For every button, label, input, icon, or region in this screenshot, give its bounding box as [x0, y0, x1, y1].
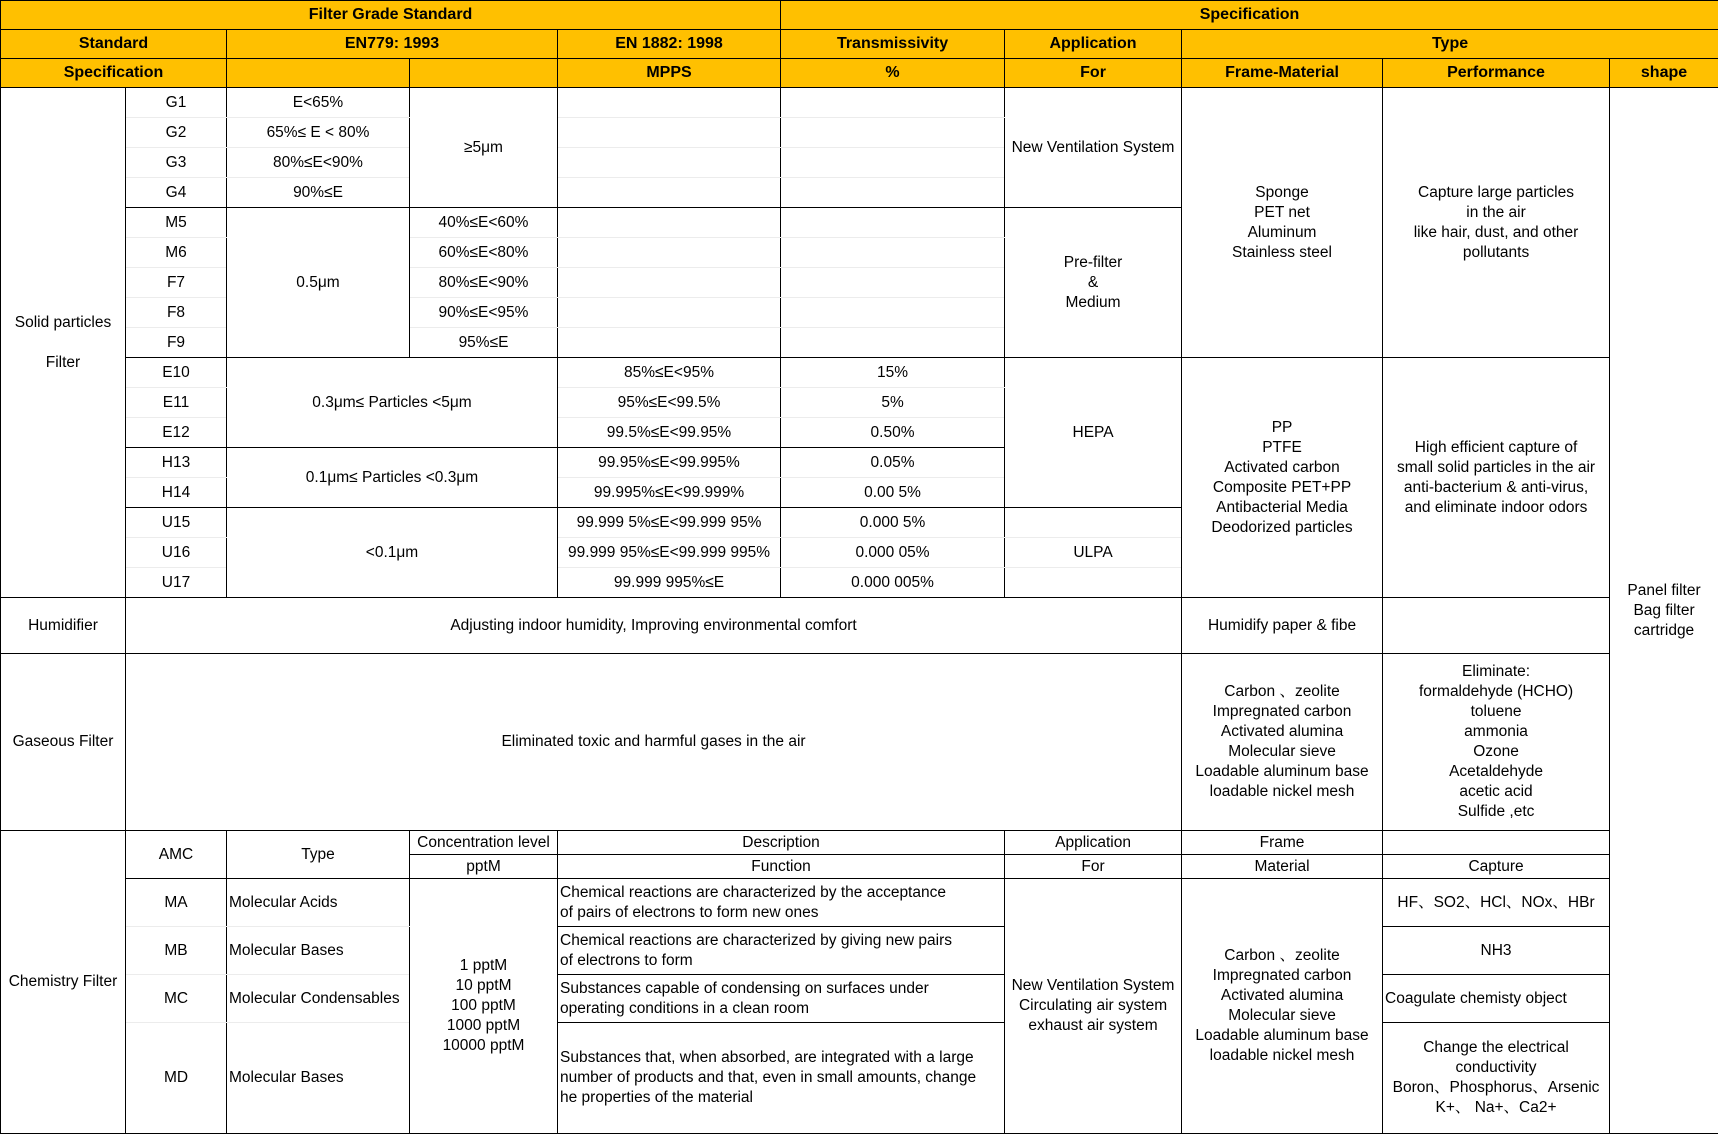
mpps-empty [558, 118, 781, 148]
transmissivity-empty [781, 238, 1005, 268]
header-specification-sub: Specification [1, 59, 227, 88]
chemistry-header-row-1 [1, 831, 1718, 855]
chemistry-material-value: Carbon 、zeolite Impregnated carbon Activated alumina Molecular sieve Loadable aluminum base loadable nickel mesh [1182, 879, 1383, 1134]
amc-code: MA [126, 879, 227, 927]
humidifier-performance-empty [1383, 598, 1610, 654]
application-ulpa: ULPA [1005, 538, 1182, 568]
efficiency-value: 95%≤E [410, 328, 558, 358]
amc-function: Chemical reactions are characterized by giving new pairs of electrons to form [558, 927, 1005, 975]
amc-type: Molecular Bases [227, 1023, 410, 1134]
amc-capture: HF、SO2、HCl、NOx、HBr [1383, 879, 1610, 927]
efficiency-value: 60%≤E<80% [410, 238, 558, 268]
header-blank-2 [410, 59, 558, 88]
shape-value: Panel filter Bag filter cartridge [1610, 88, 1718, 1134]
mpps-empty [558, 328, 781, 358]
header-filter-grade-standard: Filter Grade Standard [1, 1, 781, 30]
particle-size: 0.3μm≤ Particles <5μm [227, 358, 558, 448]
grade-code: E10 [126, 358, 227, 388]
chemistry-row [1, 879, 1718, 927]
header-for: For [1005, 59, 1182, 88]
efficiency-value: 80%≤E<90% [410, 268, 558, 298]
transmissivity-value: 15% [781, 358, 1005, 388]
efficiency-value: 65%≤ E < 80% [227, 118, 410, 148]
transmissivity-value: 0.000 05% [781, 538, 1005, 568]
mpps-value: 99.999 5%≤E<99.999 95% [558, 508, 781, 538]
mpps-value: 99.999 995%≤E [558, 568, 781, 598]
amc-function: Chemical reactions are characterized by the acceptance of pairs of electrons to form new ones [558, 879, 1005, 927]
transmissivity-value: 0.000 5% [781, 508, 1005, 538]
application-new-ventilation: New Ventilation System [1005, 88, 1182, 208]
gaseous-frame: Carbon 、zeolite Impregnated carbon Activated alumina Molecular sieve Loadable aluminum base loadable nickel mesh [1182, 654, 1383, 831]
grade-row [1, 88, 1718, 118]
transmissivity-empty [781, 178, 1005, 208]
particle-size: ≥5μm [410, 88, 558, 208]
grade-code: G1 [126, 88, 227, 118]
frame-material-hepa: PP PTFE Activated carbon Composite PET+PP Antibacterial Media Deodorized particles [1182, 358, 1383, 598]
header-en779: EN779: 1993 [227, 30, 558, 59]
grade-code: U16 [126, 538, 227, 568]
transmissivity-value: 5% [781, 388, 1005, 418]
amc-capture: NH3 [1383, 927, 1610, 975]
amc-type: Molecular Bases [227, 927, 410, 975]
grade-code: F7 [126, 268, 227, 298]
grade-code: G2 [126, 118, 227, 148]
transmissivity-value: 0.000 005% [781, 568, 1005, 598]
transmissivity-empty [781, 88, 1005, 118]
chemistry-material: Material [1182, 855, 1383, 879]
amc-code: MB [126, 927, 227, 975]
chemistry-application: Application [1005, 831, 1182, 855]
grade-code: M5 [126, 208, 227, 238]
amc-capture: Coagulate chemisty object [1383, 975, 1610, 1023]
chemistry-row [1, 975, 1718, 1023]
header-standard: Standard [1, 30, 227, 59]
efficiency-value: E<65% [227, 88, 410, 118]
chemistry-capture: Capture [1383, 855, 1610, 879]
transmissivity-empty [781, 268, 1005, 298]
amc-code: MD [126, 1023, 227, 1134]
header-type: Type [1182, 30, 1718, 59]
grade-code: E11 [126, 388, 227, 418]
mpps-value: 85%≤E<95% [558, 358, 781, 388]
grade-code: F8 [126, 298, 227, 328]
grade-code: G4 [126, 178, 227, 208]
chemistry-row [1, 927, 1718, 975]
chemistry-for: For [1005, 855, 1182, 879]
amc-type: Molecular Acids [227, 879, 410, 927]
frame-material-coarse: Sponge PET net Aluminum Stainless steel [1182, 88, 1383, 358]
performance-hepa: High efficient capture of small solid particles in the air anti-bacterium & anti-virus, and eliminate indoor odors [1383, 358, 1610, 598]
gaseous-category: Gaseous Filter [1, 654, 126, 831]
header-application: Application [1005, 30, 1182, 59]
header-performance: Performance [1383, 59, 1610, 88]
mpps-empty [558, 268, 781, 298]
gaseous-description: Eliminated toxic and harmful gases in the air [126, 654, 1182, 831]
humidifier-frame: Humidify paper & fibe [1182, 598, 1383, 654]
mpps-empty [558, 298, 781, 328]
grade-code: F9 [126, 328, 227, 358]
mpps-value: 99.5%≤E<99.95% [558, 418, 781, 448]
grade-code: H13 [126, 448, 227, 478]
header-row-3 [1, 59, 1718, 88]
grade-code: H14 [126, 478, 227, 508]
transmissivity-empty [781, 148, 1005, 178]
humidifier-category: Humidifier [1, 598, 126, 654]
chemistry-frame: Frame [1182, 831, 1383, 855]
chemistry-pptm: pptM [410, 855, 558, 879]
particle-size: 0.5μm [227, 208, 410, 358]
concentration-levels: 1 pptM 10 pptM 100 pptM 1000 pptM 10000 pptM [410, 879, 558, 1134]
mpps-empty [558, 238, 781, 268]
efficiency-value: 40%≤E<60% [410, 208, 558, 238]
efficiency-value: 90%≤E [227, 178, 410, 208]
amc-function: Substances that, when absorbed, are integrated with a large number of products and that, even in small amounts, change he properties of the material [558, 1023, 1005, 1134]
header-frame-material: Frame-Material [1182, 59, 1383, 88]
grade-code: E12 [126, 418, 227, 448]
amc-function: Substances capable of condensing on surfaces under operating conditions in a clean room [558, 975, 1005, 1023]
grade-code: U15 [126, 508, 227, 538]
grade-code: G3 [126, 148, 227, 178]
header-specification: Specification [781, 1, 1718, 30]
efficiency-value: 80%≤E<90% [227, 148, 410, 178]
grade-row [1, 358, 1718, 388]
chemistry-concentration-level: Concentration level [410, 831, 558, 855]
chemistry-capture-blank [1383, 831, 1610, 855]
humidifier-row [1, 598, 1718, 654]
grade-code: M6 [126, 238, 227, 268]
header-percent: % [781, 59, 1005, 88]
header-shape: shape [1610, 59, 1718, 88]
particle-size: <0.1μm [227, 508, 558, 598]
mpps-value: 99.999 95%≤E<99.999 995% [558, 538, 781, 568]
mpps-empty [558, 148, 781, 178]
chemistry-application-value: New Ventilation System Circulating air system exhaust air system [1005, 879, 1182, 1134]
particle-size: 0.1μm≤ Particles <0.3μm [227, 448, 558, 508]
solid-particles-category: Solid particles Filter [1, 88, 126, 598]
transmissivity-empty [781, 328, 1005, 358]
application-empty [1005, 568, 1182, 598]
header-mpps: MPPS [558, 59, 781, 88]
gaseous-row [1, 654, 1718, 831]
performance-coarse: Capture large particles in the air like hair, dust, and other pollutants [1383, 88, 1610, 358]
efficiency-value: 90%≤E<95% [410, 298, 558, 328]
header-en1882: EN 1882: 1998 [558, 30, 781, 59]
header-blank-1 [227, 59, 410, 88]
transmissivity-value: 0.50% [781, 418, 1005, 448]
amc-capture: Change the electrical conductivity Boron、Phosphorus、Arsenic K+、 Na+、Ca2+ [1383, 1023, 1610, 1134]
header-transmissivity: Transmissivity [781, 30, 1005, 59]
application-empty [1005, 508, 1182, 538]
mpps-value: 99.95%≤E<99.995% [558, 448, 781, 478]
chemistry-category: Chemistry Filter [1, 831, 126, 1134]
chemistry-description: Description [558, 831, 1005, 855]
mpps-value: 95%≤E<99.5% [558, 388, 781, 418]
mpps-empty [558, 178, 781, 208]
chemistry-type: Type [227, 831, 410, 879]
transmissivity-empty [781, 298, 1005, 328]
header-row-1 [1, 1, 1718, 30]
transmissivity-empty [781, 118, 1005, 148]
chemistry-function: Function [558, 855, 1005, 879]
transmissivity-value: 0.00 5% [781, 478, 1005, 508]
transmissivity-value: 0.05% [781, 448, 1005, 478]
humidifier-description: Adjusting indoor humidity, Improving environmental comfort [126, 598, 1182, 654]
gaseous-performance: Eliminate: formaldehyde (HCHO) toluene ammonia Ozone Acetaldehyde acetic acid Sulfide ,etc [1383, 654, 1610, 831]
application-prefilter: Pre-filter & Medium [1005, 208, 1182, 358]
transmissivity-empty [781, 208, 1005, 238]
amc-code: MC [126, 975, 227, 1023]
amc-type: Molecular Condensables [227, 975, 410, 1023]
grade-code: U17 [126, 568, 227, 598]
chemistry-amc: AMC [126, 831, 227, 879]
application-hepa: HEPA [1005, 358, 1182, 508]
mpps-empty [558, 88, 781, 118]
mpps-value: 99.995%≤E<99.999% [558, 478, 781, 508]
chemistry-row [1, 1023, 1718, 1134]
header-row-2 [1, 30, 1718, 59]
mpps-empty [558, 208, 781, 238]
